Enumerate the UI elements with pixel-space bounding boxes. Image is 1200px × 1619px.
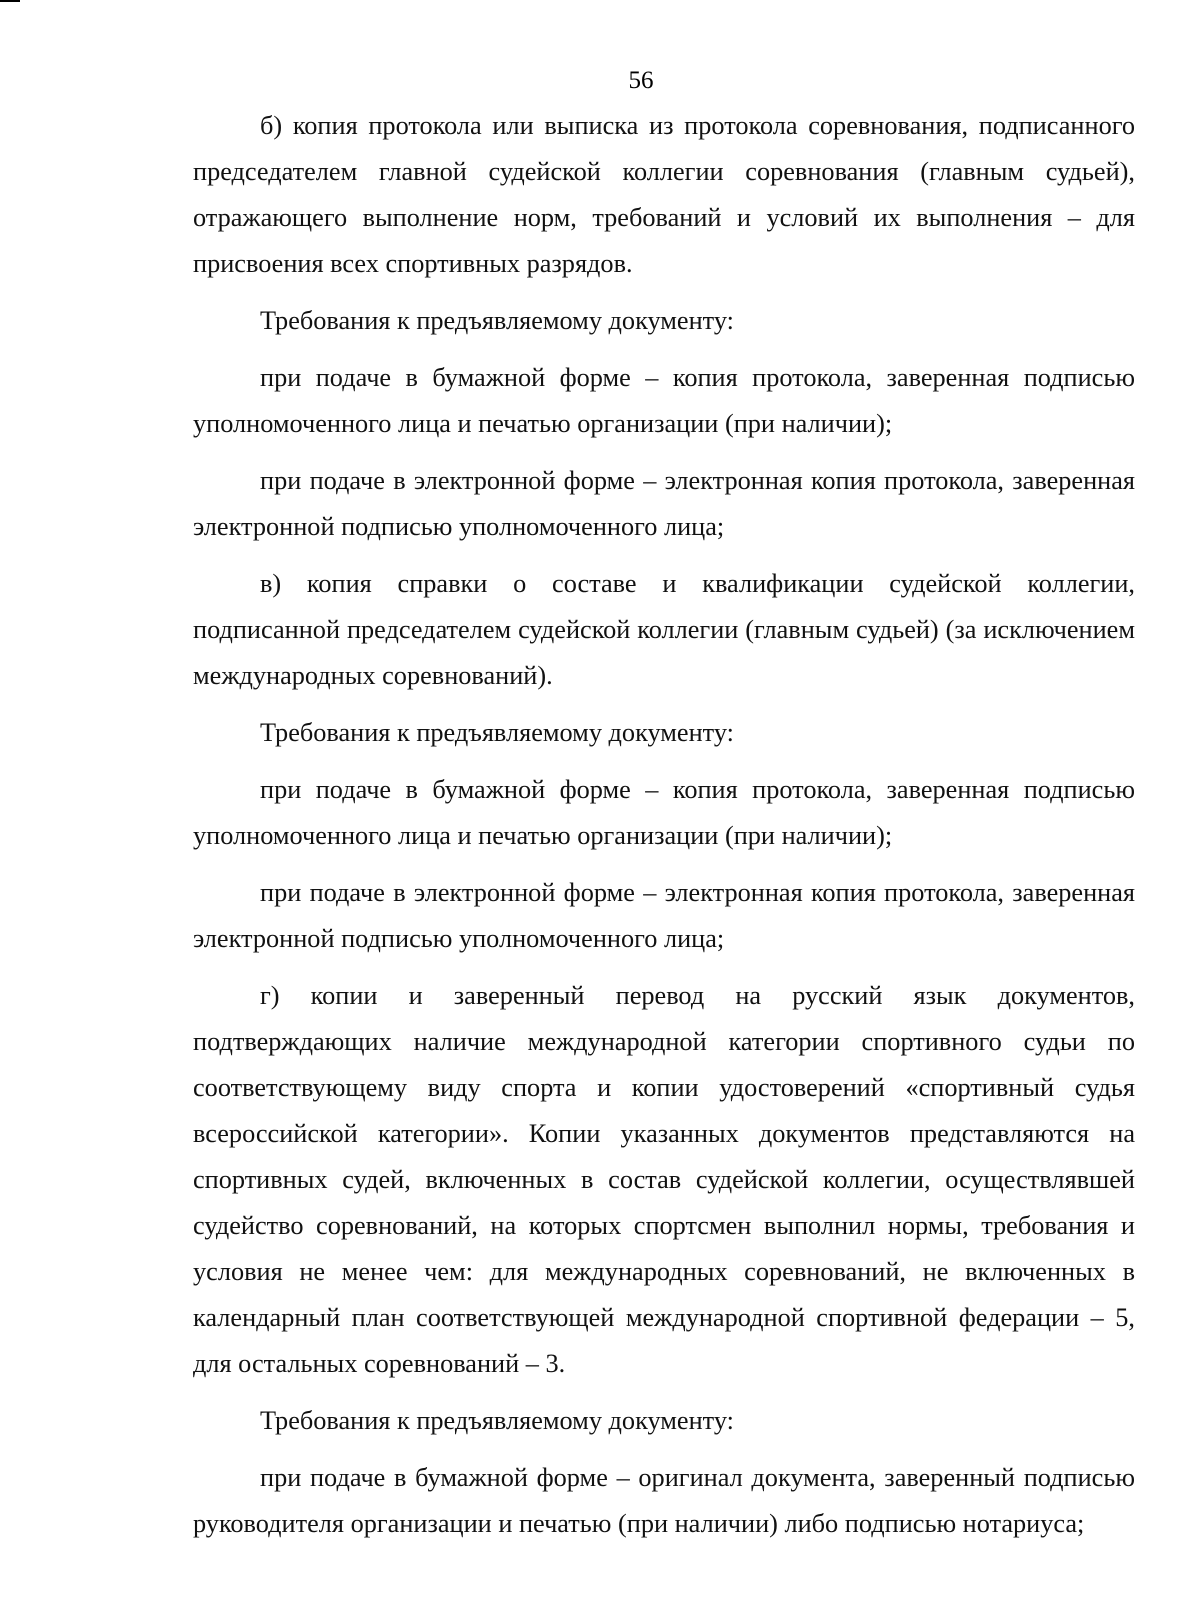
page-number: 56: [628, 67, 654, 94]
scan-corner-mark: [0, 0, 20, 2]
paragraph-requirements-heading: Требования к предъявляемому документу:: [260, 718, 734, 747]
paragraph-g-international-category: г) копии и заверенный перевод на русский язык документов, подтверждающих наличие международной категории спортивного судьи по соответствующему виду спорта и копии удостоверений «спортивный судья всероссийской категории». Копии указанных документов представляются на спортивных судей, включенных в состав судейской коллегии, осуществлявшей судейство соревнований, на которых спортсмен выполнил нормы, требования и условия не менее чем: для международных соревнований, не включенных в календарный план соответствующей международной спортивной федерации – 5, для остальных соревнований – 3.: [193, 981, 1135, 1378]
paragraph-requirements-heading: Требования к предъявляемому документу:: [260, 1406, 734, 1435]
document-body: [193, 103, 1135, 1547]
paragraph-b-protocol-copy: б) копия протокола или выписка из протокола соревнования, подписанного председателем главной судейской коллегии соревнования (главным судьей), отражающего выполнение норм, требований и условий их выполнения – для присвоения всех спортивных разрядов.: [193, 111, 1135, 278]
paragraph-electronic-form: при подаче в электронной форме – электронная копия протокола, заверенная электронной подписью уполномоченного лица;: [193, 466, 1135, 541]
paragraph-requirements-heading: Требования к предъявляемому документу:: [260, 306, 734, 335]
paragraph-paper-form: при подаче в бумажной форме – копия протокола, заверенная подписью уполномоченного лица и печатью организации (при наличии);: [193, 775, 1135, 850]
paragraph-v-judges-certificate: в) копия справки о составе и квалификации судейской коллегии, подписанной председателем судейской коллегии (главным судьей) (за исключением международных соревнований).: [193, 569, 1135, 690]
paragraph-electronic-form: при подаче в электронной форме – электронная копия протокола, заверенная электронной подписью уполномоченного лица;: [193, 878, 1135, 953]
paragraph-paper-form: при подаче в бумажной форме – копия протокола, заверенная подписью уполномоченного лица и печатью организации (при наличии);: [193, 363, 1135, 438]
paragraph-paper-form-original: при подаче в бумажной форме – оригинал документа, заверенный подписью руководителя организации и печатью (при наличии) либо подписью нотариуса;: [193, 1463, 1135, 1538]
